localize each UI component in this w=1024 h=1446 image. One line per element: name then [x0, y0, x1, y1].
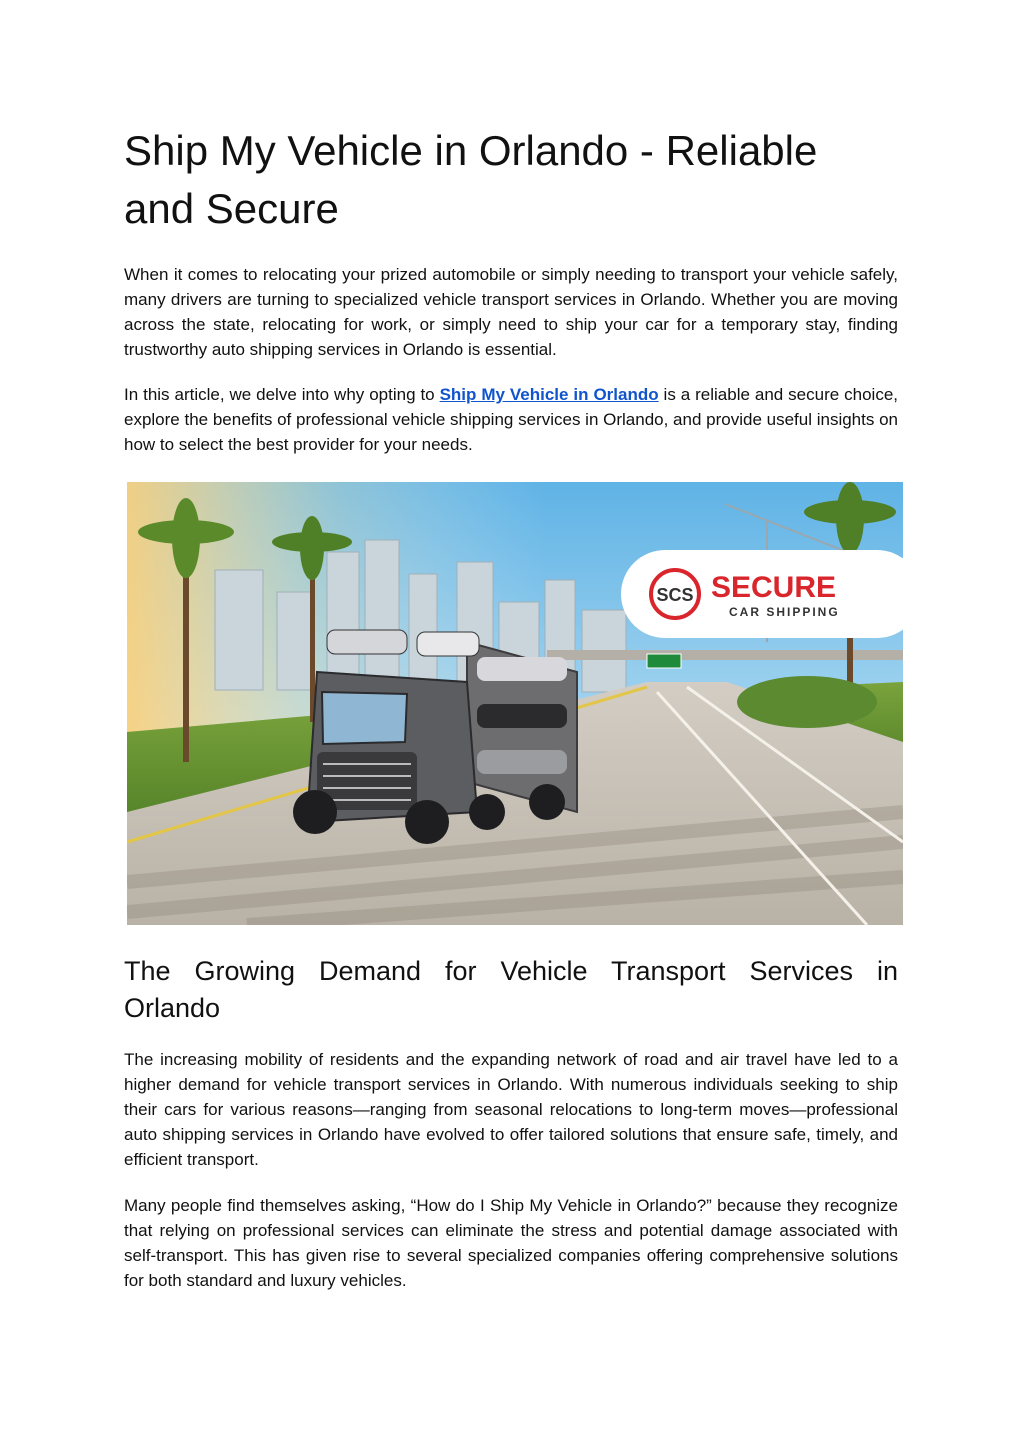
logo-initials: SCS: [656, 585, 694, 605]
section-heading-line1: The Growing Demand for Vehicle Transport Services in: [124, 956, 898, 986]
paragraph-demand: The increasing mobility of residents and the expanding network of road and air travel have led to a higher demand for vehicle transport services in Orlando. With numerous individuals seeking to ship their cars for various reasons—ranging from seasonal relocations to long-term moves—professional auto shipping services in Orlando have evolved to offer tailored solutions that ensure safe, timely, and efficient transport.: [124, 1050, 898, 1169]
article-paragraph: [124, 382, 898, 457]
secure-car-shipping-logo: [621, 550, 903, 638]
ship-my-vehicle-link[interactable]: Ship My Vehicle in Orlando: [439, 385, 659, 404]
article-paragraph-after: is a reliable and secure choice, explore the benefits of professional vehicle shipping services in Orlando, and provide useful insights on how to select the best provider for your needs.: [124, 385, 898, 454]
logo-line1: SECURE: [711, 571, 837, 604]
intro-paragraph: When it comes to relocating your prized automobile or simply needing to transport your vehicle safely, many drivers are turning to specialized vehicle transport services in Orlando. Whether you are moving across the state, relocating for work, or simply need to ship your car for a temporary stay, finding trustworthy auto shipping services in Orlando is essential.: [124, 265, 898, 359]
section-heading: [124, 953, 898, 1027]
paragraph-asking: Many people find themselves asking, “How do I Ship My Vehicle in Orlando?” because they recognize that relying on professional services can eliminate the stress and potential damage associated with self-transport. This has given rise to several specialized companies offering comprehensive solutions for both standard and luxury vehicles.: [124, 1196, 898, 1290]
page-title: Ship My Vehicle in Orlando - Reliable and Secure: [124, 127, 818, 232]
hero-image: [127, 482, 903, 925]
section-heading-line2: Orlando: [124, 993, 221, 1023]
highway-sign: [647, 654, 681, 668]
article-paragraph-before: In this article, we delve into why opting to: [124, 385, 440, 404]
logo-line2: CAR SHIPPING: [729, 605, 840, 619]
